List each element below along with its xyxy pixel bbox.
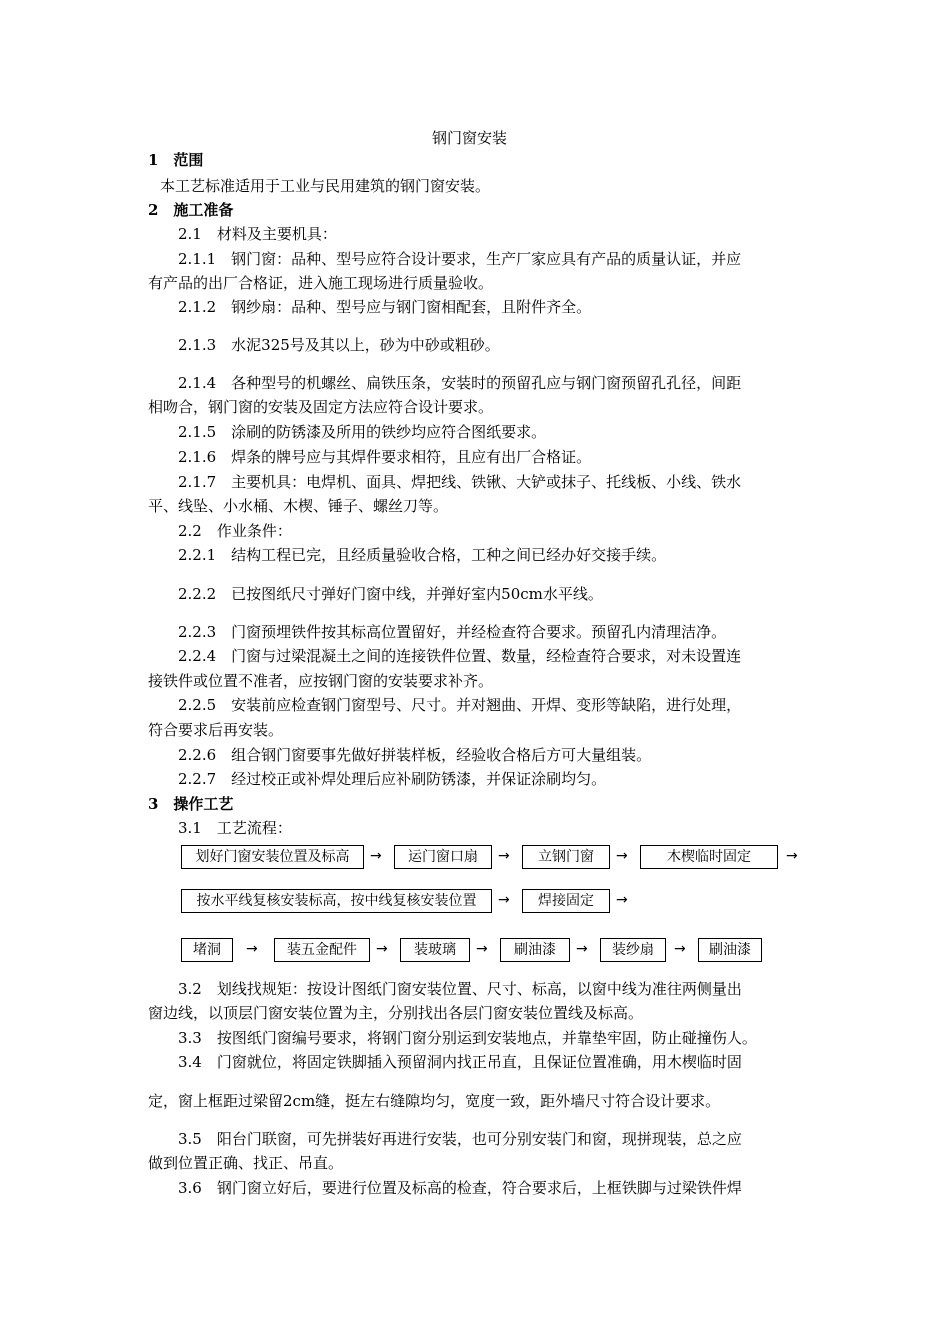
paragraph-line: 本工艺标准适用于工业与民用建筑的钢门窗安装。 <box>160 177 491 195</box>
flow-arrow: → <box>376 941 388 957</box>
flow-step: 木楔临时固定 <box>640 845 778 869</box>
flow-step: 刷油漆 <box>698 938 762 962</box>
flow-arrow: → <box>246 941 258 957</box>
paragraph-line: 2.2.6 组合钢门窗要事先做好拼装样板，经验收合格后方可大量组装。 <box>178 746 652 764</box>
flow-step: 运门窗口扇 <box>394 845 492 869</box>
flow-arrow: → <box>616 892 628 908</box>
section-heading-3: 3 操作工艺 <box>148 795 234 813</box>
flow-step: 装纱扇 <box>600 938 666 962</box>
paragraph-line: 符合要求后再安装。 <box>148 721 284 739</box>
subsection-heading: 2.2 作业条件： <box>178 522 292 540</box>
subsection-heading: 3.1 工艺流程： <box>178 819 292 837</box>
paragraph-line: 2.2.1 结构工程已完，且经质量验收合格，工种之间已经办好交接手续。 <box>178 546 667 564</box>
paragraph-line: 平、线坠、小水桶、木楔、锤子、螺丝刀等。 <box>148 497 449 515</box>
flow-step: 装玻璃 <box>400 938 470 962</box>
flow-arrow: → <box>674 941 686 957</box>
paragraph-line: 定，窗上框距过梁留2cm缝，挺左右缝隙均匀，宽度一致，距外墙尺寸符合设计要求。 <box>148 1092 721 1110</box>
paragraph-line: 相吻合，钢门窗的安装及固定方法应符合设计要求。 <box>148 398 494 416</box>
paragraph-line: 做到位置正确、找正、吊直。 <box>148 1154 344 1172</box>
flow-step: 堵洞 <box>181 938 233 962</box>
paragraph-line: 2.1.6 焊条的牌号应与其焊件要求相符，且应有出厂合格证。 <box>178 448 592 466</box>
flow-step: 划好门窗安装位置及标高 <box>181 845 364 869</box>
paragraph-line: 3.2 划线找规矩：按设计图纸门窗安装位置、尺寸、标高，以窗中线为准往两侧量出 <box>178 980 742 998</box>
flow-step: 刷油漆 <box>500 938 570 962</box>
paragraph-line: 2.2.3 门窗预埋铁件按其标高位置留好，并经检查符合要求。预留孔内清理洁净。 <box>178 623 727 641</box>
paragraph-line: 有产品的出厂合格证，进入施工现场进行质量验收。 <box>148 274 494 292</box>
paragraph-line: 2.1.1 钢门窗：品种、型号应符合设计要求，生产厂家应具有产品的质量认证，并应 <box>178 250 742 268</box>
paragraph-line: 2.1.4 各种型号的机螺丝、扁铁压条，安装时的预留孔应与钢门窗预留孔孔径，间距 <box>178 374 742 392</box>
paragraph-line: 2.1.2 钢纱扇：品种、型号应与钢门窗相配套，且附件齐全。 <box>178 298 592 316</box>
paragraph-line: 3.5 阳台门联窗，可先拼装好再进行安装，也可分别安装门和窗，现拼现装，总之应 <box>178 1130 742 1148</box>
subsection-heading: 2.1 材料及主要机具： <box>178 225 337 243</box>
flow-step: 装五金配件 <box>274 938 370 962</box>
paragraph-line: 2.2.4 门窗与过梁混凝土之间的连接铁件位置、数量，经检查符合要求，对未设置连 <box>178 647 742 665</box>
paragraph-line: 3.4 门窗就位，将固定铁脚插入预留洞内找正吊直，且保证位置准确，用木楔临时固 <box>178 1053 742 1071</box>
paragraph-line: 2.1.7 主要机具：电焊机、面具、焊把线、铁锹、大铲或抹子、托线板、小线、铁水 <box>178 473 742 491</box>
paragraph-line: 3.6 钢门窗立好后，要进行位置及标高的检查，符合要求后，上框铁脚与过梁铁件焊 <box>178 1179 742 1197</box>
paragraph-line: 2.1.5 涂刷的防锈漆及所用的铁纱均应符合图纸要求。 <box>178 423 547 441</box>
paragraph-line: 2.2.7 经过校正或补焊处理后应补刷防锈漆，并保证涂刷均匀。 <box>178 770 607 788</box>
section-heading-1: 1 范围 <box>148 151 204 169</box>
flow-step: 焊接固定 <box>522 889 610 913</box>
paragraph-line: 窗边线，以顶层门窗安装位置为主，分别找出各层门窗安装位置线及标高。 <box>148 1004 644 1022</box>
paragraph-line: 2.1.3 水泥325号及其以上，砂为中砂或粗砂。 <box>178 336 500 354</box>
flow-arrow: → <box>498 892 510 908</box>
flow-arrow: → <box>476 941 488 957</box>
flow-arrow: → <box>576 941 588 957</box>
flow-step: 按水平线复核安装标高，按中线复核安装位置 <box>181 889 492 913</box>
flow-arrow: → <box>786 848 798 864</box>
paragraph-line: 接铁件或位置不准者，应按钢门窗的安装要求补齐。 <box>148 672 494 690</box>
flow-arrow: → <box>616 848 628 864</box>
paragraph-line: 3.3 按图纸门窗编号要求，将钢门窗分别运到安装地点，并靠垫牢固，防止碰撞伤人。 <box>178 1029 757 1047</box>
flow-arrow: → <box>498 848 510 864</box>
paragraph-line: 2.2.2 已按图纸尺寸弹好门窗中线，并弹好室内50cm水平线。 <box>178 585 603 603</box>
document-title: 钢门窗安装 <box>432 129 508 147</box>
flow-step: 立钢门窗 <box>522 845 610 869</box>
flow-arrow: → <box>370 848 382 864</box>
section-heading-2: 2 施工准备 <box>148 201 234 219</box>
paragraph-line: 2.2.5 安装前应检查钢门窗型号、尺寸。并对翘曲、开焊、变形等缺陷，进行处理， <box>178 696 742 714</box>
